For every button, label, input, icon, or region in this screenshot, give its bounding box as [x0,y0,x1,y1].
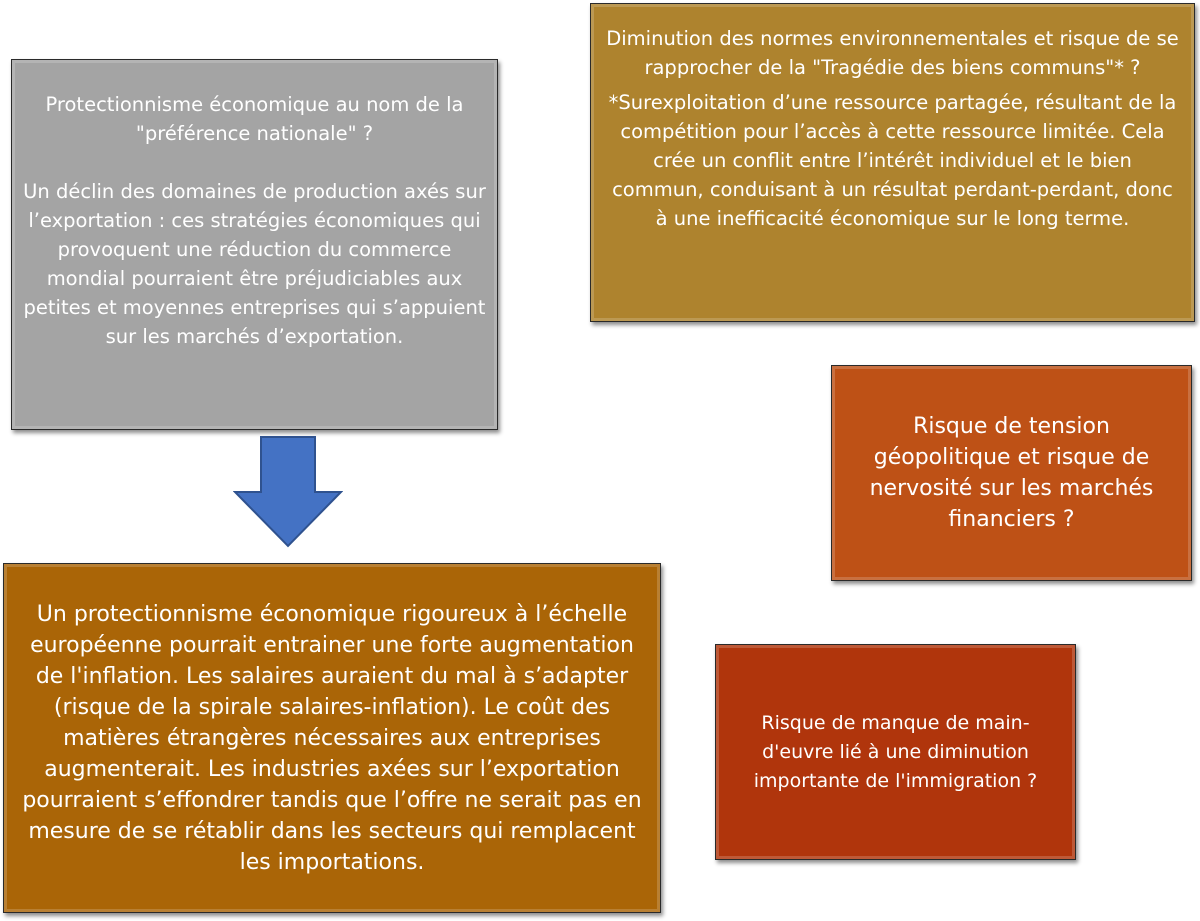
inflation-text: Un protectionnisme économique rigoureux à l’échelle européenne pourrait entrainer une forte augmentation de l'inflation. Les salaires auraient du mal à s’adapter (risque de la spirale salaires-inflation). Le coût des matières étrangères nécessaires aux entreprises augmenterait. Les industries axées sur l’exportation pourraient s’effondrer tandis que l’offre ne serait pas en mesure de se rétablir dans les secteurs qui remplacent les importations. [22,601,642,875]
labour-shortage-text: Risque de manque de main-d'euvre lié à une diminution importante de l'immigration ? [753,711,1038,792]
environment-box [590,3,1195,322]
environment-footnote: *Surexploitation d’une ressource partagée, résultant de la compétition pour l’accès à cette ressource limitée. Cela crée un conflit entre l’intérêt individuel et le bien commun, conduisant à un résultat perdant-perdant, donc à une inefficacité économique sur le long terme. [608,91,1177,230]
labour-shortage-box [715,644,1076,860]
geopolitical-tension-box [831,365,1192,581]
protectionism-body: Un déclin des domaines de production axés sur l’exportation : ces stratégies économiques qui provoquent une réduction du commerce mondial pourraient être préjudiciables aux petites et moyennes entreprises qui s’appuient sur les marchés d’exportation. [23,180,486,348]
environment-title: Diminution des normes environnementales et risque de se rapprocher de la "Tragédie des biens communs"* ? [606,27,1179,79]
inflation-box [3,563,661,913]
down-arrow-icon [233,436,343,548]
protectionism-title: Protectionnisme économique au nom de la "préférence nationale" ? [45,93,464,145]
geopolitical-tension-text: Risque de tension géopolitique et risque de nervosité sur les marchés financiers ? [869,414,1154,532]
protectionism-box [11,59,498,430]
